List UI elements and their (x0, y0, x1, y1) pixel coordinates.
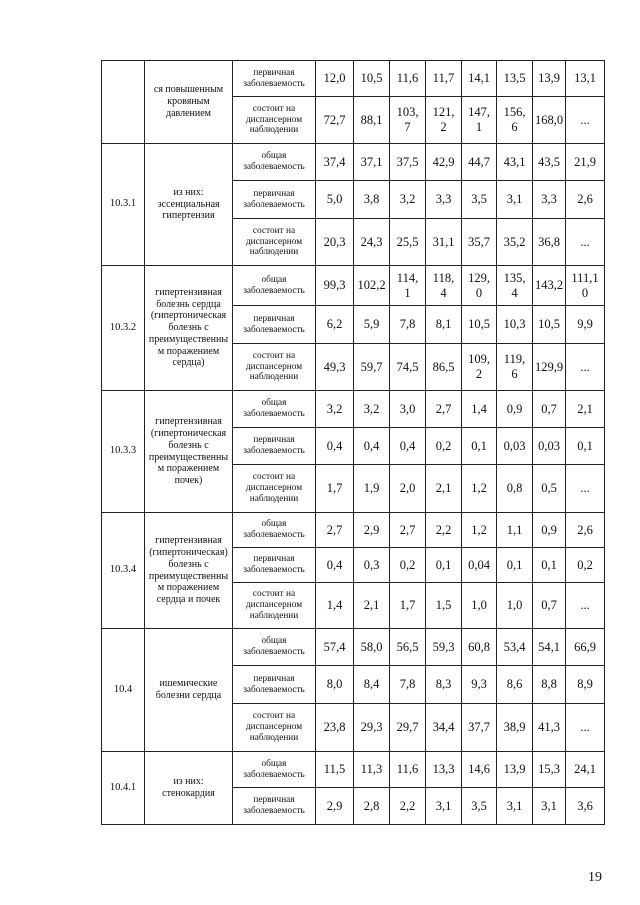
value-cell: 111,1 0 (566, 266, 605, 306)
value-cell: 2,9 (354, 513, 390, 548)
value-cell: 38,9 (497, 704, 533, 752)
value-cell: 0,9 (497, 391, 533, 428)
value-cell: 2,1 (354, 583, 390, 629)
value-cell: 10,5 (354, 61, 390, 97)
value-cell: 0,9 (533, 513, 566, 548)
value-cell: 5,0 (316, 181, 354, 219)
value-cell: 0,1 (497, 548, 533, 583)
value-cell: 1,7 (390, 583, 426, 629)
value-cell: 42,9 (426, 144, 462, 181)
value-cell: 29,3 (354, 704, 390, 752)
metric-label: состоит на диспансерном наблюдении (233, 344, 316, 391)
value-cell: 143,2 (533, 266, 566, 306)
metric-label: общая заболеваемость (233, 266, 316, 306)
value-cell: 1,0 (497, 583, 533, 629)
value-cell: 3,1 (426, 788, 462, 825)
disease-name: ишемические болезни сердца (145, 629, 233, 752)
table-row (102, 513, 605, 548)
metric-label: состоит на диспансерном наблюдении (233, 97, 316, 144)
value-cell: 37,4 (316, 144, 354, 181)
value-cell: 3,3 (533, 181, 566, 219)
value-cell: 0,2 (390, 548, 426, 583)
value-cell: 11,6 (390, 61, 426, 97)
disease-name: из них: стенокардия (145, 752, 233, 825)
value-cell: 2,9 (316, 788, 354, 825)
value-cell: 13,5 (497, 61, 533, 97)
value-cell: 9,3 (462, 666, 497, 704)
value-cell: 49,3 (316, 344, 354, 391)
value-cell: 0,7 (533, 391, 566, 428)
section-code: 10.3.4 (102, 513, 145, 629)
value-cell: 1,4 (316, 583, 354, 629)
value-cell: 8,4 (354, 666, 390, 704)
value-cell: 1,1 (497, 513, 533, 548)
value-cell: 31,1 (426, 219, 462, 266)
disease-name: из них: эссенциальная гипертензия (145, 144, 233, 266)
metric-label: первичная заболеваемость (233, 306, 316, 344)
value-cell: ... (566, 704, 605, 752)
metric-label: состоит на диспансерном наблюдении (233, 583, 316, 629)
metric-label: первичная заболеваемость (233, 181, 316, 219)
table-row (102, 266, 605, 306)
value-cell: 1,5 (426, 583, 462, 629)
value-cell: 29,7 (390, 704, 426, 752)
value-cell: 44,7 (462, 144, 497, 181)
value-cell: 109, 2 (462, 344, 497, 391)
value-cell: 86,5 (426, 344, 462, 391)
value-cell: 2,7 (316, 513, 354, 548)
value-cell: 23,8 (316, 704, 354, 752)
table-row (102, 391, 605, 428)
value-cell: 37,1 (354, 144, 390, 181)
value-cell: 6,2 (316, 306, 354, 344)
value-cell: 156, 6 (497, 97, 533, 144)
disease-name: гипертензивная (гипертоническая) болезнь с преимущественны м поражением сердца и почек (145, 513, 233, 629)
value-cell: 1,2 (462, 465, 497, 513)
metric-label: первичная заболеваемость (233, 666, 316, 704)
section-code: 10.3.1 (102, 144, 145, 266)
value-cell: 25,5 (390, 219, 426, 266)
value-cell: 8,9 (566, 666, 605, 704)
value-cell: 8,6 (497, 666, 533, 704)
value-cell: 0,4 (390, 428, 426, 465)
value-cell: ... (566, 344, 605, 391)
value-cell: 0,2 (426, 428, 462, 465)
value-cell: 0,1 (462, 428, 497, 465)
value-cell: 3,0 (390, 391, 426, 428)
value-cell: 99,3 (316, 266, 354, 306)
value-cell: 9,9 (566, 306, 605, 344)
value-cell: 129,9 (533, 344, 566, 391)
value-cell: 43,1 (497, 144, 533, 181)
value-cell: 13,9 (533, 61, 566, 97)
value-cell: 168,0 (533, 97, 566, 144)
table-row (102, 629, 605, 666)
value-cell: 10,5 (462, 306, 497, 344)
value-cell: 20,3 (316, 219, 354, 266)
value-cell: 59,3 (426, 629, 462, 666)
value-cell: 102,2 (354, 266, 390, 306)
value-cell: 35,7 (462, 219, 497, 266)
value-cell: 10,5 (533, 306, 566, 344)
value-cell: 35,2 (497, 219, 533, 266)
value-cell: 8,0 (316, 666, 354, 704)
value-cell: 0,4 (354, 428, 390, 465)
metric-label: общая заболеваемость (233, 144, 316, 181)
value-cell: 2,2 (390, 788, 426, 825)
metric-label: общая заболеваемость (233, 752, 316, 788)
value-cell: 11,6 (390, 752, 426, 788)
value-cell: 118, 4 (426, 266, 462, 306)
value-cell: 3,3 (426, 181, 462, 219)
value-cell: 34,4 (426, 704, 462, 752)
value-cell: 0,5 (533, 465, 566, 513)
value-cell: 0,1 (426, 548, 462, 583)
value-cell: 66,9 (566, 629, 605, 666)
value-cell: 3,5 (462, 181, 497, 219)
value-cell: 60,8 (462, 629, 497, 666)
value-cell: ... (566, 583, 605, 629)
value-cell: 0,3 (354, 548, 390, 583)
value-cell: 0,1 (566, 428, 605, 465)
value-cell: 11,5 (316, 752, 354, 788)
value-cell: 1,4 (462, 391, 497, 428)
value-cell: 3,8 (354, 181, 390, 219)
section-code: 10.4.1 (102, 752, 145, 825)
value-cell: 54,1 (533, 629, 566, 666)
value-cell: 57,4 (316, 629, 354, 666)
value-cell: 114, 1 (390, 266, 426, 306)
section-code: 10.3.3 (102, 391, 145, 513)
metric-label: первичная заболеваемость (233, 788, 316, 825)
value-cell: 7,8 (390, 666, 426, 704)
value-cell: 2,7 (390, 513, 426, 548)
metric-label: состоит на диспансерном наблюдении (233, 465, 316, 513)
value-cell: 2,6 (566, 181, 605, 219)
metric-label: первичная заболеваемость (233, 428, 316, 465)
value-cell: 3,5 (462, 788, 497, 825)
table-row (102, 144, 605, 181)
value-cell: 0,4 (316, 548, 354, 583)
value-cell: 0,4 (316, 428, 354, 465)
value-cell: 2,6 (566, 513, 605, 548)
value-cell: 2,0 (390, 465, 426, 513)
value-cell: 12,0 (316, 61, 354, 97)
value-cell: 41,3 (533, 704, 566, 752)
value-cell: 15,3 (533, 752, 566, 788)
page-number: 19 (588, 870, 602, 885)
value-cell: 3,2 (354, 391, 390, 428)
value-cell: 21,9 (566, 144, 605, 181)
section-code: 10.3.2 (102, 266, 145, 391)
metric-label: первичная заболеваемость (233, 548, 316, 583)
value-cell: 11,3 (354, 752, 390, 788)
value-cell: 0,03 (497, 428, 533, 465)
value-cell: 24,1 (566, 752, 605, 788)
metric-label: общая заболеваемость (233, 629, 316, 666)
value-cell: 3,2 (390, 181, 426, 219)
value-cell: 121, 2 (426, 97, 462, 144)
value-cell: 37,7 (462, 704, 497, 752)
value-cell: 1,2 (462, 513, 497, 548)
value-cell: 0,2 (566, 548, 605, 583)
value-cell: 103, 7 (390, 97, 426, 144)
value-cell: 56,5 (390, 629, 426, 666)
value-cell: 129, 0 (462, 266, 497, 306)
value-cell: 10,3 (497, 306, 533, 344)
value-cell: 74,5 (390, 344, 426, 391)
value-cell: 0,04 (462, 548, 497, 583)
value-cell: 5,9 (354, 306, 390, 344)
metric-label: общая заболеваемость (233, 391, 316, 428)
value-cell: 2,8 (354, 788, 390, 825)
value-cell: 24,3 (354, 219, 390, 266)
value-cell: 88,1 (354, 97, 390, 144)
value-cell: 3,1 (497, 181, 533, 219)
value-cell: 53,4 (497, 629, 533, 666)
value-cell: 13,9 (497, 752, 533, 788)
value-cell: 8,1 (426, 306, 462, 344)
disease-name: гипертензивная (гипертоническая болезнь с преимущественны м поражением почек) (145, 391, 233, 513)
value-cell: 7,8 (390, 306, 426, 344)
statistics-table (101, 60, 605, 825)
value-cell: 58,0 (354, 629, 390, 666)
table-row (102, 61, 605, 97)
value-cell: 135, 4 (497, 266, 533, 306)
value-cell: 2,1 (566, 391, 605, 428)
value-cell: 11,7 (426, 61, 462, 97)
table-row (102, 752, 605, 788)
value-cell: 43,5 (533, 144, 566, 181)
value-cell: 2,7 (426, 391, 462, 428)
value-cell: 14,1 (462, 61, 497, 97)
value-cell: ... (566, 97, 605, 144)
value-cell: 0,03 (533, 428, 566, 465)
value-cell: 1,9 (354, 465, 390, 513)
value-cell: 13,3 (426, 752, 462, 788)
value-cell: 36,8 (533, 219, 566, 266)
section-code (102, 61, 145, 144)
value-cell: 147, 1 (462, 97, 497, 144)
metric-label: состоит на диспансерном наблюдении (233, 219, 316, 266)
value-cell: 1,0 (462, 583, 497, 629)
metric-label: состоит на диспансерном наблюдении (233, 704, 316, 752)
value-cell: 1,7 (316, 465, 354, 513)
value-cell: 37,5 (390, 144, 426, 181)
value-cell: 0,1 (533, 548, 566, 583)
value-cell: ... (566, 219, 605, 266)
value-cell: 8,3 (426, 666, 462, 704)
value-cell: 59,7 (354, 344, 390, 391)
value-cell: 0,7 (533, 583, 566, 629)
section-code: 10.4 (102, 629, 145, 752)
value-cell: 3,2 (316, 391, 354, 428)
metric-label: общая заболеваемость (233, 513, 316, 548)
value-cell: 3,1 (497, 788, 533, 825)
disease-name: ся повышенным кровяным давлением (145, 61, 233, 144)
value-cell: 8,8 (533, 666, 566, 704)
value-cell: 0,8 (497, 465, 533, 513)
metric-label: первичная заболеваемость (233, 61, 316, 97)
value-cell: 2,1 (426, 465, 462, 513)
value-cell: 14,6 (462, 752, 497, 788)
value-cell: 3,6 (566, 788, 605, 825)
value-cell: ... (566, 465, 605, 513)
value-cell: 3,1 (533, 788, 566, 825)
disease-name: гипертензивная болезнь сердца (гипертоническая болезнь с преимущественны м поражением сердца) (145, 266, 233, 391)
value-cell: 2,2 (426, 513, 462, 548)
value-cell: 13,1 (566, 61, 605, 97)
value-cell: 72,7 (316, 97, 354, 144)
value-cell: 119, 6 (497, 344, 533, 391)
